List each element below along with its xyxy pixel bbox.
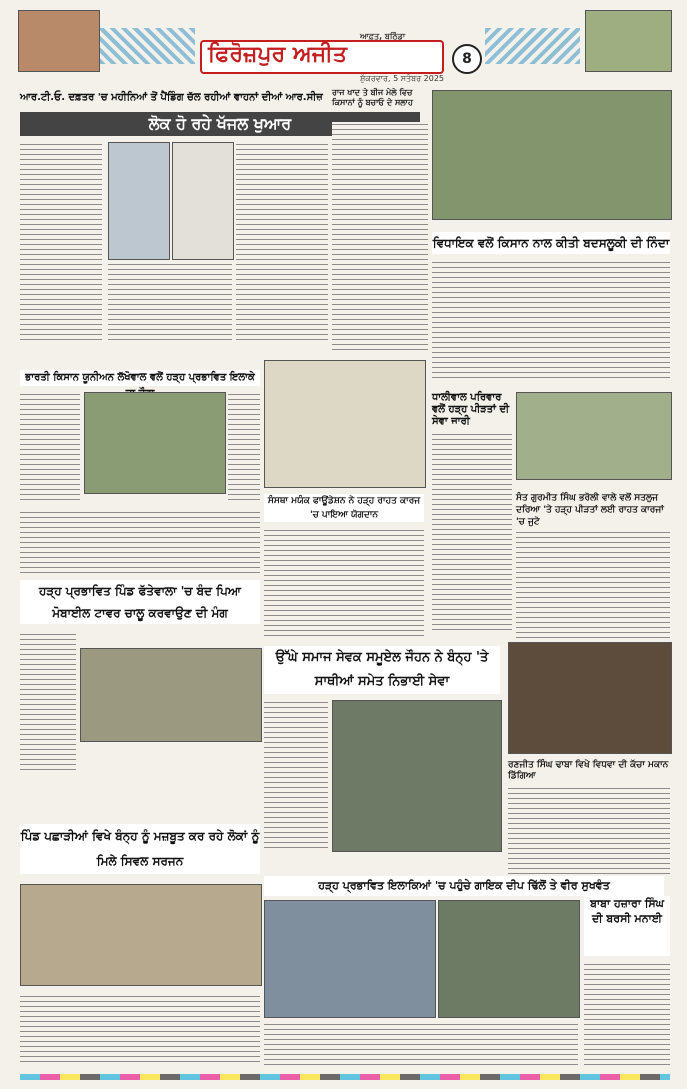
article-baba-text bbox=[584, 962, 670, 1068]
headline-rto: ਆਰ.ਟੀ.ਓ. ਦਫ਼ਤਰ 'ਚ ਮਹੀਨਿਆਂ ਤੋਂ ਪੈਂਡਿੰਗ ਚੱਲ ਰਹੀਆਂ ਵਾਹਨਾਂ ਦੀਆਂ ਆਰ.ਸੀਜ਼ bbox=[20, 92, 323, 103]
masthead-left-photo bbox=[18, 10, 100, 72]
headline-sanstha: ਸੰਸਥਾ ਮਯੰਕ ਫਾਊਂਡੇਸ਼ਨ ਨੇ ਹੜ੍ਹ ਰਾਹਤ ਕਾਰਜ 'ਚ ਪਾਇਆ ਯੋਗਦਾਨ bbox=[264, 494, 424, 522]
photo-bharti-group bbox=[84, 392, 226, 494]
headline-vidhaik: ਵਿਧਾਇਕ ਵਲੋਂ ਕਿਸਾਨ ਨਾਲ ਕੀਤੀ ਬਦਸਲੂਕੀ ਦੀ ਨਿੰਦਾ bbox=[432, 232, 670, 254]
article-bharti-col1 bbox=[20, 392, 80, 502]
headline-gayak: ਹੜ੍ਹ ਪ੍ਰਭਾਵਿਤ ਇਲਾਕਿਆਂ 'ਚ ਪਹੁੰਚੇ ਗਾਇਕ ਦੀਪ ਢਿੱਲੋਂ ਤੇ ਵੀਰ ਸੁਖਵੰਤ bbox=[264, 876, 664, 896]
headline-bharti: ਭਾਰਤੀ ਕਿਸਾਨ ਯੂਨੀਅਨ ਲੱਖੋਵਾਲ ਵਲੋਂ ਹੜ੍ਹ ਪ੍ਰਭਾਵਿਤ ਇਲਾਕੇ bbox=[20, 370, 260, 386]
masthead-title: ਫਿਰੋਜ਼ਪੁਰ ਅਜੀਤ bbox=[208, 42, 347, 67]
headline-dhaliwal: ਧਾਲੀਵਾਲ ਪਰਿਵਾਰ ਵਲੋਂ ਹੜ੍ਹ ਪੀੜਤਾਂ ਦੀ ਸੇਵਾ ਜਾਰੀ bbox=[432, 392, 510, 427]
photo-farmers-group bbox=[432, 90, 672, 220]
photo-gayak-1 bbox=[264, 900, 436, 1018]
headline-ranjit: ਰਣਜੀਤ ਸਿੰਘ ਢਾਬਾ ਵਿਖੇ ਵਿਧਵਾ ਦੀ ਕੱਚਾ ਮਕਾਨ ਡਿੱਗਿਆ bbox=[508, 760, 669, 781]
article-rto-col3 bbox=[236, 142, 328, 342]
article-rto-col4 bbox=[108, 262, 232, 342]
page-number: 8 bbox=[462, 51, 472, 67]
photo-civil-group bbox=[20, 884, 262, 986]
masthead-page-label: ਆਫ਼ਤ, ਬਠਿੰਡਾ bbox=[360, 32, 406, 41]
headline-sant: ਸੰਤ ਗੁਰਮੀਤ ਸਿੰਘ ਭਰੋਲੀ ਵਾਲੇ ਵਲੋਂ ਸਤਲੁਜ ਦਰਿਆ 'ਤੇ ਹੜ੍ਹ ਪੀੜਤਾਂ ਲਈ ਰਾਹਤ ਕਾਰਜਾਂ 'ਚ ਜੁਟੇ bbox=[516, 493, 664, 527]
page-number-badge bbox=[452, 44, 482, 74]
article-tower-col1 bbox=[20, 632, 76, 772]
footer-color-strip bbox=[20, 1074, 670, 1080]
article-sant-text bbox=[516, 530, 670, 640]
article-gayak-text bbox=[264, 1022, 578, 1068]
headline-tower: ਹੜ੍ਹ ਪ੍ਰਭਾਵਿਤ ਪਿੰਡ ਫੱਤੇਵਾਲਾ 'ਚ ਬੰਦ ਪਿਆ ਮੋਬਾਈਲ ਟਾਵਰ ਚਾਲੂ ਕਰਵਾਉਣ ਦੀ ਮੰਗ bbox=[20, 580, 260, 624]
article-ranjit-text bbox=[508, 786, 670, 876]
photo-sanstha-bags bbox=[264, 360, 426, 488]
headline-samuel: ਉੱਘੇ ਸਮਾਜ ਸੇਵਕ ਸਮੂਏਲ ਜੌਹਨ ਨੇ ਬੰਨ੍ਹ 'ਤੇ ਸਾਥੀਆਂ ਸਮੇਤ ਨਿਭਾਈ ਸੇਵਾ bbox=[264, 646, 500, 694]
masthead-date: ਸ਼ੁੱਕਰਵਾਰ, 5 ਸਤੰਬਰ 2025 bbox=[360, 74, 445, 83]
article-rto-photo2 bbox=[172, 142, 234, 260]
article-rto-col1 bbox=[20, 142, 102, 342]
article-civil-text bbox=[20, 994, 260, 1064]
masthead-left-pattern bbox=[100, 28, 195, 64]
article-samuel-col bbox=[264, 700, 328, 850]
photo-ranjit-house bbox=[508, 642, 672, 754]
masthead-right-photo bbox=[585, 10, 672, 72]
photo-dhaliwal bbox=[516, 392, 672, 480]
article-bharti-lower bbox=[20, 510, 260, 574]
headline-civil: ਪਿੰਡ ਪਛਾੜੀਆਂ ਵਿਖੇ ਬੰਨ੍ਹ ਨੂੰ ਮਜ਼ਬੂਤ ਕਰ ਰਹੇ ਲੋਕਾਂ ਨੂੰ ਮਿਲੇ ਸਿਵਲ ਸਰਜਨ bbox=[20, 824, 260, 874]
article-rto-photo1 bbox=[108, 142, 170, 260]
article-bharti-col3 bbox=[228, 392, 260, 502]
subhead-rto: ਲੋਕ ਹੋ ਰਹੇ ਖੱਜਲ ਖੁਆਰ bbox=[20, 112, 420, 136]
article-vidhaik-text bbox=[432, 260, 670, 380]
article-top-mid-col bbox=[332, 122, 428, 352]
article-dhaliwal-text bbox=[432, 432, 512, 632]
article-sanstha-text bbox=[264, 528, 424, 638]
headline-top-mid: ਰਾਜ ਖਾਦ ਤੇ ਬੀਜ ਮੇਲੇ ਵਿਚ ਕਿਸਾਨਾਂ ਨੂੰ ਬਚਾਓ ਦੇ ਸਲਾਹ bbox=[332, 88, 413, 107]
photo-samuel bbox=[332, 700, 502, 852]
headline-baba: ਬਾਬਾ ਹਜ਼ਾਰਾ ਸਿੰਘ ਦੀ ਬਰਸੀ ਮਨਾਈ bbox=[584, 896, 670, 956]
photo-tower-group bbox=[80, 648, 262, 742]
masthead-right-pattern bbox=[485, 28, 580, 64]
photo-gayak-2 bbox=[438, 900, 580, 1018]
